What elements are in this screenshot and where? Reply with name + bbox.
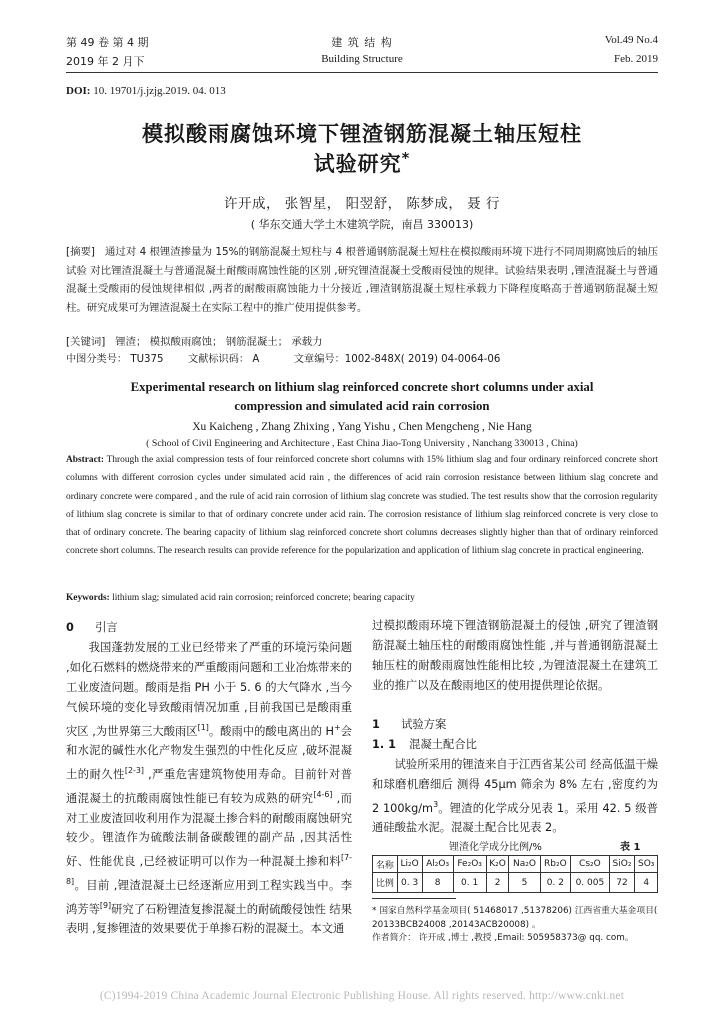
table-cell: 2 — [486, 873, 509, 893]
table-cell: Li₂O — [397, 856, 422, 873]
title-en-line2: compression and simulated acid rain corrosion — [234, 399, 490, 413]
title-cn-line2-text: 试验研究 — [313, 152, 402, 176]
table-cell: Na₂O — [509, 856, 540, 873]
table-cell: 4 — [635, 873, 658, 893]
authors-en: Xu Kaicheng , Zhang Zhixing , Yang Yishu , Chen Mengcheng , Nie Hang — [192, 421, 532, 433]
section-0-heading — [66, 618, 118, 638]
section-1-number: 1 — [372, 718, 380, 731]
table-cell: K₂O — [486, 856, 509, 873]
title-cn-line2 — [66, 148, 658, 178]
section-1-1-heading — [372, 735, 477, 755]
materials-paragraph — [372, 755, 658, 838]
table-cell: 8 — [422, 873, 453, 893]
affiliation-en: ( School of Civil Engineering and Architecture , East China Jiao-Tong University , Nanchang 330013 , China) — [146, 438, 578, 449]
article-number: 文章编号：1002-848X( 2019) 04-0064-06 — [293, 354, 501, 365]
intro-text-4: ,严重危害建筑物使用寿命。目前针对普通混凝土的抗酸雨腐蚀性能已有较为成熟的研究 — [66, 767, 352, 805]
doi — [66, 85, 226, 97]
header-date-en: Feb. 2019 — [614, 53, 658, 65]
density-unit-exponent: 3 — [433, 799, 439, 809]
hydrogen-ion-charge: + — [334, 722, 341, 732]
title-cn-line1: 模拟酸雨腐蚀环境下锂渣钢筋混凝土轴压短柱 — [142, 122, 582, 146]
table-cell: 72 — [609, 873, 635, 893]
header-rule — [66, 72, 658, 73]
table-1-label: 表 1 — [620, 842, 641, 853]
table-cell: Al₂O₃ — [422, 856, 453, 873]
citation-2: [2-3] — [124, 766, 145, 776]
table-row — [373, 873, 658, 893]
affiliation-cn: ( 华东交通大学土木建筑学院，南昌 330013) — [250, 218, 474, 231]
table-cell: 比例 — [373, 873, 398, 893]
classification-line — [66, 351, 658, 369]
intro-text-7: 研究了石粉锂渣复掺混凝土的耐硫酸侵蚀性 结果表明 ,复掺锂渣的效果要优于单掺石粉的混凝土。本文通 — [66, 902, 352, 936]
copyright-watermark: (C)1994-2019 China Academic Journal Electronic Publishing House. All rights reserved. http://www.cnki.net — [99, 990, 625, 1002]
journal-name-en: Building Structure — [321, 53, 403, 65]
table-cell: 0. 3 — [397, 873, 422, 893]
citation-1: [1] — [197, 722, 209, 732]
abstract-cn-text: 通过对 4 根锂渣掺量为 15%的钢筋混凝土短柱与 4 根普通钢筋混凝土短柱在模拟酸雨环境下进行不同周期腐蚀后的轴压试验 对比锂渣混凝土与普通混凝土耐酸雨腐蚀性能的区别 ,研究锂渣混凝土受酸雨侵蚀的规律。试验结果表明 ,锂渣混凝土与普通混凝土受酸雨的侵蚀规律相似 ,两者的耐酸雨腐蚀能力十分接近 ,锂渣钢筋混凝土短柱承载力下降程度略高于普通钢筋混凝土短柱。研究成果可为锂渣混凝土在实际工程中的推广使用提供参考。 — [66, 246, 659, 314]
table-cell: SiO₂ — [609, 856, 635, 873]
document-code: 文献标识码： A — [188, 354, 260, 365]
intro-paragraph — [66, 638, 352, 939]
table-header-row — [373, 856, 658, 873]
keywords-en-text: lithium slag; simulated acid rain corrosion; reinforced concrete; bearing capacity — [112, 593, 415, 603]
fund-footnote: * 国家自然科学基金项目( 51468017 ,51378206) 江西省重大基金项目( 20133BCB24008 ,20143ACB20008) 。 — [372, 906, 658, 930]
table-1-caption: 锂渣化学成分比例/% — [449, 842, 542, 853]
abstract-en-text: Through the axial compression tests of four reinforced concrete short columns with 15% lithium slag and four ordinary reinforced concrete short columns with different corrosion cycles under simulated acid rain , the differences of acid rain corrosion resistance between lithium slag concrete and ordinary concrete were compared , and the rule of acid rain corrosion of lithium slag concrete was studied. The test results show that the corrosion regularity of lithium slag concrete is similar to that of ordinary concrete under acid rain. The corrosion resistance of lithium slag reinforced concrete is very close to that of ordinary concrete. The bearing capacity of lithium slag reinforced concrete short columns decreases slightly higher than that of ordinary reinforced concrete short columns. The research results can provide reference for the popularization and application of lithium slag concrete in practical engineering. — [66, 455, 658, 557]
table-cell: 0. 1 — [453, 873, 486, 893]
abstract-cn — [66, 243, 658, 317]
materials-text-1: 试验所采用的锂渣来自于江西省某公司 经高低温干燥和球磨机磨细后 测得 45μm 筛余为 8% 左右 ,密度约为 2 100kg/m — [372, 758, 659, 815]
keywords-cn — [66, 333, 658, 352]
table-cell: Cs₂O — [571, 856, 609, 873]
abstract-en-label: Abstract: — [66, 455, 105, 465]
abstract-en — [66, 451, 658, 561]
title-en-line1: Experimental research on lithium slag reinforced concrete short columns under axial — [130, 380, 594, 394]
intro-text-6: 。目前 ,锂渣混凝土已经逐渐应用到工程实践当中。李鸿芳等 — [66, 878, 352, 916]
section-1-1-number: 1. 1 — [372, 738, 396, 751]
header-date: 2019 年 2 月下 — [66, 55, 145, 68]
table-cell: 5 — [509, 873, 540, 893]
journal-name-cn: 建 筑 结 构 — [331, 36, 393, 49]
table-cell: 名称 — [373, 856, 398, 873]
footnote-rule — [372, 898, 456, 899]
table-cell: 0. 2 — [540, 873, 571, 893]
section-0-title: 引言 — [95, 621, 118, 634]
table-cell: Rb₂O — [540, 856, 571, 873]
keywords-en — [66, 589, 658, 607]
section-1-title: 试验方案 — [401, 718, 447, 731]
keywords-cn-text: 锂渣； 模拟酸雨腐蚀； 钢筋混凝土； 承载力 — [115, 336, 323, 348]
keywords-cn-label: [关键词] — [66, 336, 106, 348]
table-cell: Fe₂O₃ — [453, 856, 486, 873]
chemical-composition-table — [372, 855, 658, 893]
section-1-1-title: 混凝土配合比 — [409, 738, 477, 751]
citation-3: [4-6] — [313, 789, 333, 799]
author-footnote: 作者简介： 许开成 ,博士 ,教授 ,Email: 505958373@ qq. com。 — [372, 933, 634, 943]
intro-text-3: 会和水泥的碱性水化产物发生强烈的中性化反应 ,破坏混凝土的耐久性 — [66, 724, 352, 781]
table-cell: SO₃ — [635, 856, 658, 873]
intro-continuation: 过模拟酸雨环境下锂渣钢筋混凝土的侵蚀 ,研究了锂渣钢筋混凝土轴压柱的耐酸雨腐蚀性能 ,并与普通钢筋混凝土轴压柱的耐酸雨腐蚀性能相比较 ,为锂渣混凝土在建筑工业的推广以及在酸雨地区的使用提供理论依据。 — [372, 619, 658, 692]
section-1-heading — [372, 715, 446, 735]
intro-text-1: 我国蓬勃发展的工业已经带来了严重的环境污染问题 ,如化石燃料的燃烧带来的严重酸雨问题和工业冶炼带来的工业废渣问题。酸雨是指 PH 小于 5. 6 的大气降水 ,当今气候环境的变化导致酸雨情况加重 ,目前我国已是酸雨重灾区 ,为世界第三大酸雨区 — [66, 641, 353, 738]
keywords-en-label: Keywords: — [66, 593, 110, 603]
table-cell: 0. 005 — [571, 873, 609, 893]
citation-5: [9] — [99, 900, 112, 910]
citation-4: [7-8] — [66, 853, 352, 887]
clc-number: 中图分类号： TU375 — [66, 354, 164, 365]
materials-text-2: 。锂渣的化学成分见表 1。采用 42. 5 级普通硅酸盐水泥。混凝土配合比见表 2。 — [372, 801, 658, 835]
abstract-cn-label: [摘要] — [66, 246, 95, 258]
authors-cn: 许开成， 张智星， 阳翌舒， 陈梦成， 聂 行 — [224, 196, 500, 212]
doi-value: 10. 19701/j.jzjg.2019. 04. 013 — [93, 85, 226, 97]
intro-text-5: ,而对工业废渣回收利用作为混凝土掺合料的耐酸雨腐蚀研究较少。锂渣作为硫酸法制备碳酸锂的副产品 ,因其活性好、性能优良 ,已经被证明可以作为一种混凝土掺和料 — [66, 791, 352, 869]
intro-text-2: 。酸雨中的酸电离出的 H — [208, 724, 335, 738]
section-0-number: 0 — [66, 621, 74, 634]
doi-label: DOI: — [66, 85, 91, 97]
header-volume-en: Vol.49 No.4 — [604, 34, 658, 46]
fund-mark: * — [401, 150, 411, 167]
header-volume: 第 49 卷 第 4 期 — [66, 36, 149, 49]
